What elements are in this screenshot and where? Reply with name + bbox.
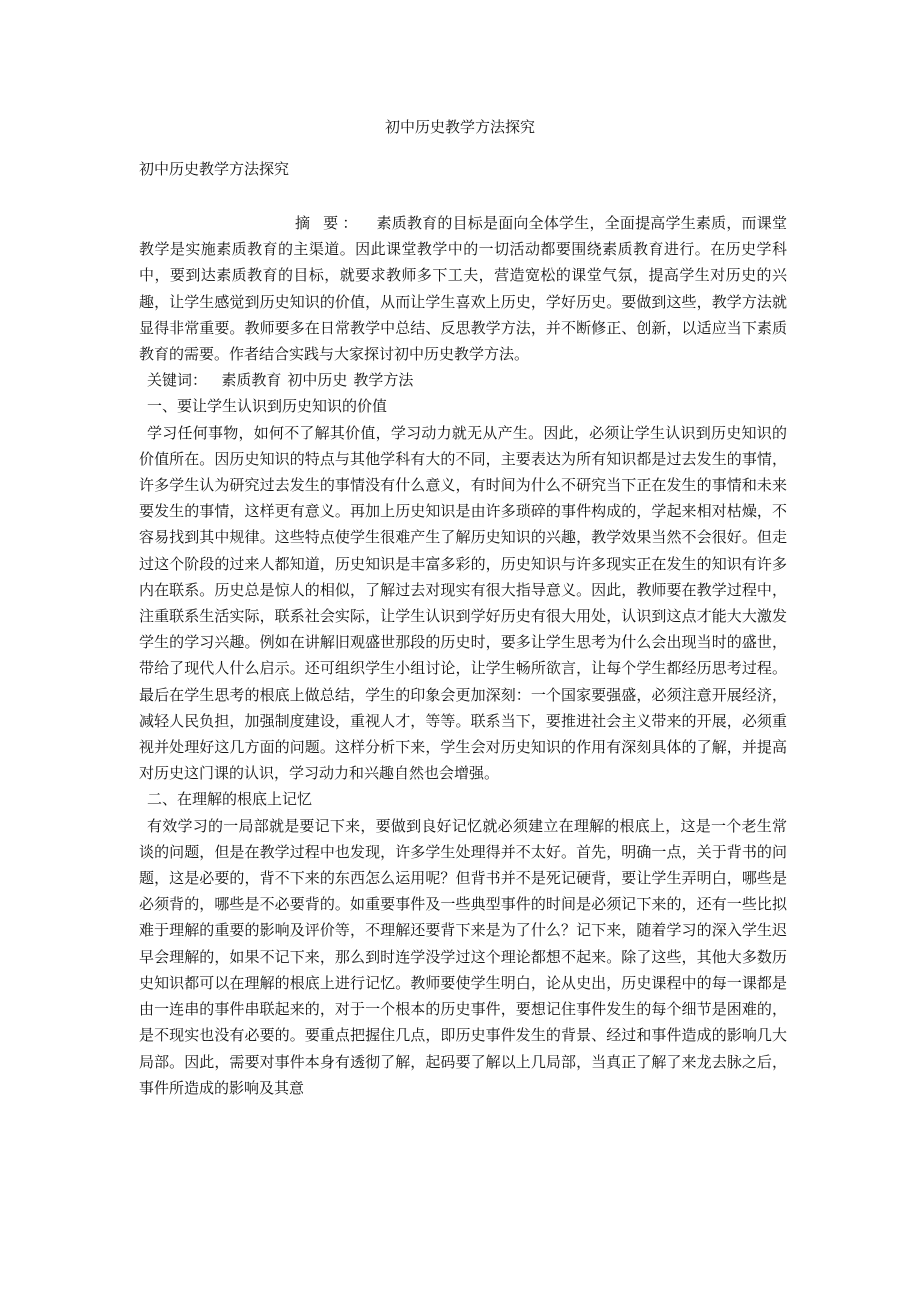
- document-title: 初中历史教学方法探究: [384, 118, 535, 136]
- keyword-item: 初中历史: [287, 371, 348, 390]
- document-body: [139, 210, 787, 1101]
- keyword-item: 教学方法: [353, 371, 414, 390]
- section-paragraph: 学习任何事物，如何不了解其价值，学习动力就无从产生。因此，必须让学生认识到历史知识的价值所在。因历史知识的特点与其他学科有大的不同，主要表达为所有知识都是过去发生的事情，许多学生认为研究过去发生的事情没有什么意义，有时间为什么不研究当下正在发生的事情和未来要发生的事情，这样更有意义。再加上历史知识是由许多琐碎的事件构成的，学起来相对枯燥，不容易找到其中规律。这些特点使学生很难产生了解历史知识的兴趣，教学效果当然不会很好。但走过这个阶段的过来人都知道，历史知识是丰富多彩的，历史知识与许多现实正在发生的知识有许多内在联系。历史总是惊人的相似，了解过去对现实有很大指导意义。因此，教师要在教学过程中，注重联系生活实际，联系社会实际，让学生认识到学好历史有很大用处，认识到这点才能大大激发学生的学习兴趣。例如在讲解旧观盛世那段的历史时，要多让学生思考为什么会出现当时的盛世，带给了现代人什么启示。还可组织学生小组讨论，让学生畅所欲言，让每个学生都经历思考过程。最后在学生思考的根底上做总结，学生的印象会更加深刻：一个国家要强盛，必须注意开展经济，减轻人民负担，加强制度建设，重视人才，等等。联系当下，要推进社会主义带来的开展，必须重视并处理好这几方面的问题。这样分析下来，学生会对历史知识的作用有深刻具体的了解，并提高对历史这门课的认识，学习动力和兴趣自然也会增强。: [139, 423, 787, 783]
- section-heading: 二、在理解的根底上记忆: [147, 790, 313, 809]
- keywords-line: [139, 367, 787, 393]
- section-paragraph: 有效学习的一局部就是要记下来，要做到良好记忆就必须建立在理解的根底上，这是一个老生常谈的问题，但是在教学过程中也发现，许多学生处理得并不太好。首先，明确一点，关于背书的问题，这是必要的，背不下来的东西怎么运用呢？但背书并不是死记硬背，要让学生弄明白，哪些是必须背的，哪些是不必要背的。如重要事件及一些典型事件的时间是必须记下来的，还有一些比拟难于理解的重要的影响及评价等，不理解还要背下来是为了什么？记下来，随着学习的深入学生迟早会理解的，如果不记下来，那么到时连学没学过这个理论都想不起来。除了这些，其他大多数历史知识都可以在理解的根底上进行记忆。教师要使学生明白，论从史出，历史课程中的每一课都是由一连串的事件串联起来的，对于一个根本的历史事件，要想记住事件发生的每个细节是困难的，是不现实也没有必要的。要重点把握住几点，即历史事件发生的背景、经过和事件造成的影响几大局部。因此，需要对事件本身有透彻了解，起码要了解以上几局部，当真正了解了来龙去脉之后，事件所造成的影响及其意: [139, 816, 787, 1097]
- abstract-text: 素质教育的目标是面向全体学生，全面提高学生素质，而课堂教学是实施素质教育的主渠道。因此课堂教学中的一切活动都要围绕素质教育进行。在历史学科中，要到达素质教育的目标，就要求教师多下工夫，营造宽松的课堂气氛，提高学生对历史的兴趣，让学生感觉到历史知识的价值，从而让学生喜欢上历史，学好历史。要做到这些，教学方法就显得非常重要。教师要多在日常教学中总结、反思教学方法，并不断修正、创新，以适应当下素质教育的需要。作者结合实践与大家探讨初中历史教学方法。: [139, 214, 787, 364]
- keyword-item: 素质教育: [221, 371, 282, 390]
- keywords-label: 关键词：: [147, 371, 208, 390]
- abstract-label: 摘 要：: [295, 214, 362, 232]
- document-subtitle: 初中历史教学方法探究: [139, 160, 290, 178]
- abstract-paragraph: [139, 210, 787, 367]
- section-heading: 一、要让学生认识到历史知识的价值: [147, 397, 388, 416]
